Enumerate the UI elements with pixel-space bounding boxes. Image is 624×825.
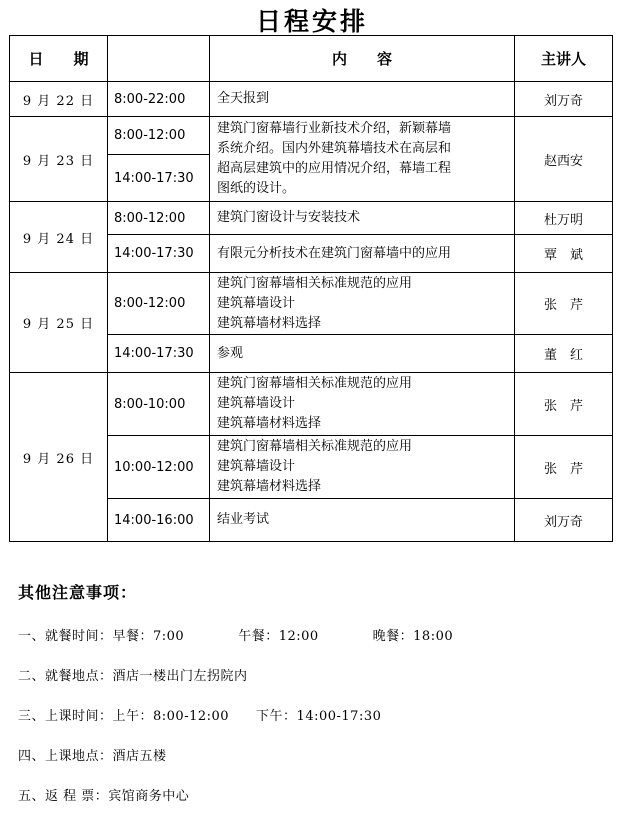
notes-section (18, 580, 608, 825)
content-cell (210, 335, 515, 373)
time-cell: 14:00-17:30 (108, 155, 210, 202)
content-cell (210, 235, 515, 273)
header-speaker: 主讲人 (515, 36, 613, 82)
content-line: 建筑门窗幕墙行业新技术介绍，新颖幕墙 (217, 121, 452, 136)
time-cell: 14:00-16:00 (108, 499, 210, 542)
table-row (10, 117, 613, 155)
speaker-cell: 刘万奇 (515, 499, 613, 542)
content-line: 图纸的设计。 (217, 181, 296, 196)
content-cell (210, 436, 515, 499)
header-date: 日 期 (10, 36, 108, 82)
note-item-meal-time: 一、就餐时间：早餐：7:00 午餐：12:00 晚餐：18:00 (18, 629, 454, 644)
speaker-cell: 张 芹 (515, 436, 613, 499)
content-cell (210, 117, 515, 202)
date-cell: 9 月 23 日 (10, 117, 108, 202)
content-line: 系统介绍。国内外建筑幕墙技术在高层和 (217, 141, 452, 156)
content-cell (210, 499, 515, 542)
speaker-cell: 刘万奇 (515, 82, 613, 117)
content-cell (210, 202, 515, 235)
speaker-cell: 覃 斌 (515, 235, 613, 273)
content-line: 超高层建筑中的应用情况介绍，幕墙工程 (217, 161, 452, 176)
table-row (10, 273, 613, 335)
time-cell: 14:00-17:30 (108, 335, 210, 373)
content-line: 建筑幕墙材料选择 (217, 416, 322, 431)
content-line: 建筑幕墙设计 (217, 396, 296, 411)
header-time (108, 36, 210, 82)
speaker-cell: 赵西安 (515, 117, 613, 202)
speaker-cell: 张 芹 (515, 273, 613, 335)
table-row (10, 82, 613, 117)
table-header-row (10, 36, 613, 82)
page-title: 日程安排 (255, 7, 368, 36)
header-content: 内 容 (210, 36, 515, 82)
content-line: 有限元分析技术在建筑门窗幕墙中的应用 (217, 245, 452, 261)
note-item-class-time: 三、上课时间：上午：8:00-12:00 下午：14:00-17:30 (18, 709, 382, 724)
date-cell: 9 月 24 日 (10, 202, 108, 273)
time-cell: 8:00-12:00 (108, 117, 210, 155)
content-cell (210, 82, 515, 117)
time-cell: 8:00-12:00 (108, 273, 210, 335)
time-cell: 10:00-12:00 (108, 436, 210, 499)
content-line: 建筑门窗幕墙相关标准规范的应用 (217, 376, 413, 391)
content-line: 建筑门窗幕墙相关标准规范的应用 (217, 439, 413, 454)
time-cell: 8:00-22:00 (108, 82, 210, 117)
date-cell: 9 月 22 日 (10, 82, 108, 117)
content-line: 参观 (217, 345, 244, 361)
date-cell: 9 月 26 日 (10, 373, 108, 542)
content-line: 结业考试 (217, 512, 270, 527)
note-item-class-place: 四、上课地点：酒店五楼 (18, 749, 167, 764)
time-cell: 8:00-10:00 (108, 373, 210, 436)
speaker-cell: 张 芹 (515, 373, 613, 436)
table-row (10, 373, 613, 436)
speaker-cell: 杜万明 (515, 202, 613, 235)
date-cell: 9 月 25 日 (10, 273, 108, 373)
time-cell: 8:00-12:00 (108, 202, 210, 235)
content-line: 建筑幕墙设计 (217, 295, 296, 311)
content-line: 建筑幕墙设计 (217, 459, 296, 474)
content-line: 全天报到 (217, 91, 270, 106)
content-line: 建筑幕墙材料选择 (217, 479, 322, 494)
notes-title: 其他注意事项： (18, 583, 138, 602)
content-cell (210, 273, 515, 335)
table-row (10, 202, 613, 235)
schedule-table (9, 35, 613, 542)
content-cell (210, 373, 515, 436)
note-item-return-ticket: 五、返 程 票：宾馆商务中心 (18, 789, 190, 804)
time-cell: 14:00-17:30 (108, 235, 210, 273)
note-item-meal-place: 二、就餐地点：酒店一楼出门左拐院内 (18, 669, 248, 684)
content-line: 建筑幕墙材料选择 (217, 315, 322, 331)
content-line: 建筑门窗幕墙相关标准规范的应用 (217, 275, 413, 291)
speaker-cell: 董 红 (515, 335, 613, 373)
content-line: 建筑门窗设计与安装技术 (217, 210, 361, 225)
